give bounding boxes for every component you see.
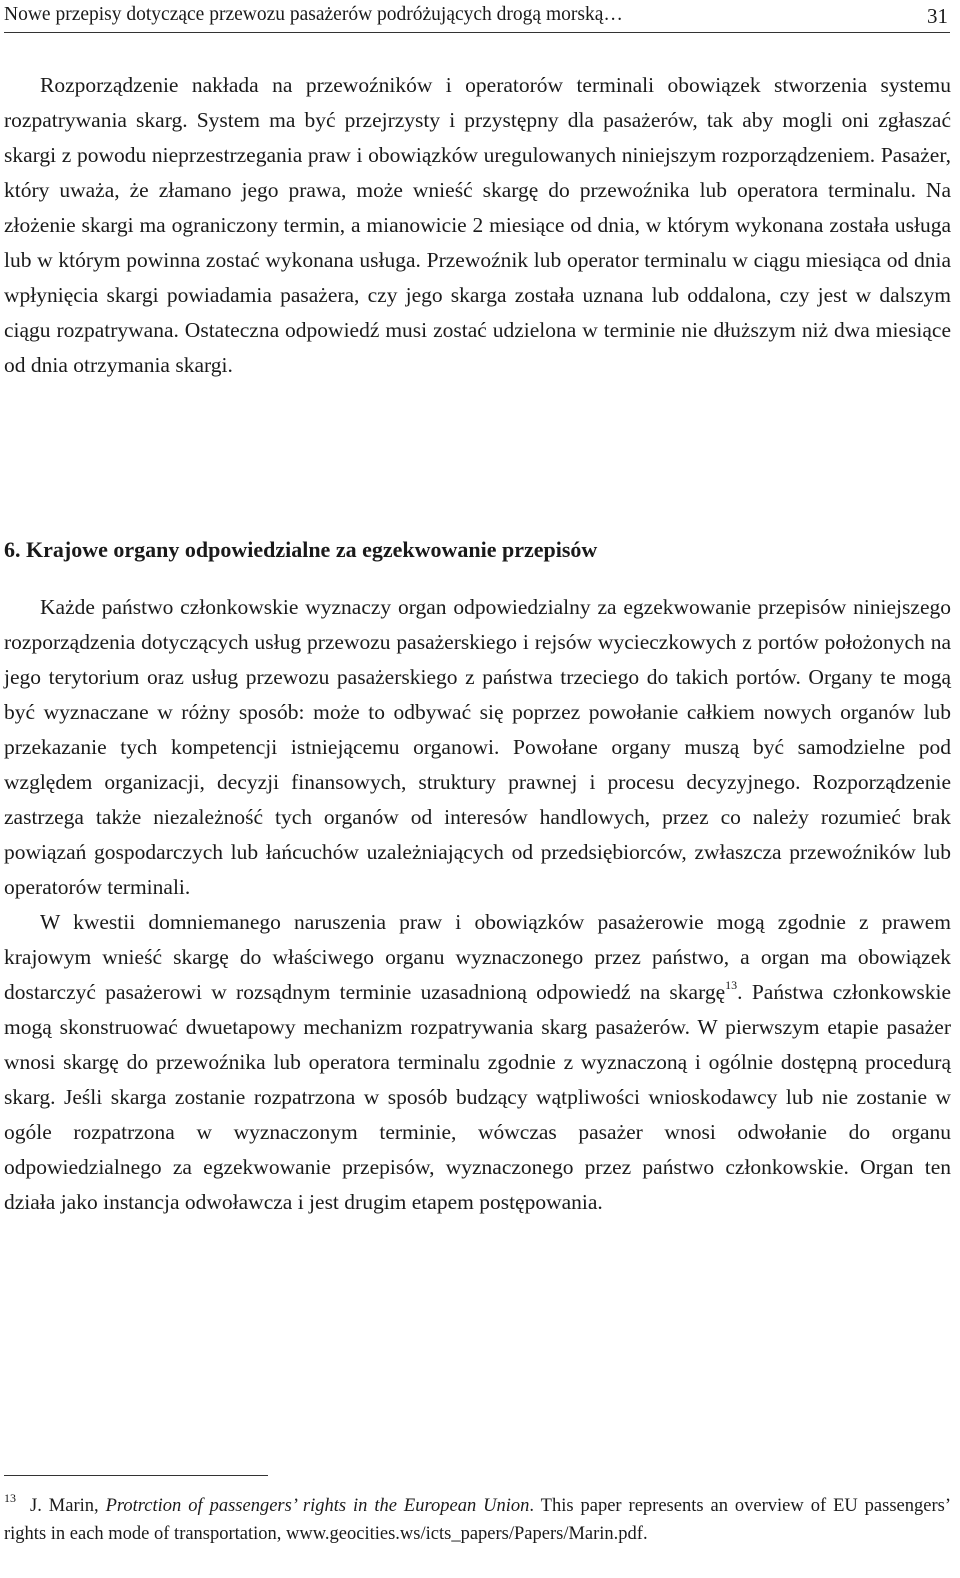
paragraph-text: . Państwa członkowskie mogą skonstruować dwuetapowy mechanizm rozpatrywania skarg pasażerów. W pierwszym etapie pasażer wnosi skargę do przewoźnika lub operatora terminalu zgodnie z wyznaczoną i ogólnie dostępną procedurą skarg. Jeśli skarga zostanie rozpatrzona w sposób budzący wątpliwości wnioskodawcy lub nie zostanie w ogóle rozpatrzona w wyznaczonym terminie, wówczas pasażer wnosi odwołanie do organu odpowiedzialnego za egzekwowanie przepisów, wyznaczonego przez państwo członkowskie. Organ ten działa jako instancja odwoławcza i jest drugim etapem postępowania.	[4, 980, 951, 1214]
paragraph-with-footnote-ref	[4, 905, 951, 1220]
page-number: 31	[927, 4, 948, 28]
footnote-text: . This paper represents an overview of EU passengers’ rights in each mode of transportation, www.geocities.ws/icts_papers/Papers/Marin.pdf.	[4, 1496, 951, 1544]
footnote-author: J. Marin,	[30, 1496, 106, 1516]
footnote-divider	[4, 1475, 268, 1476]
paragraph: Każde państwo członkowskie wyznaczy organ odpowiedzialny za egzekwowanie przepisów niniejszego rozporządzenia dotyczących usług przewozu pasażerskiego i rejsów wycieczkowych z portów położonych na jego terytorium oraz usług przewozu pasażerskiego z państwa trzeciego do takich portów. Organy te mogą być wyznaczane w różny sposób: może to odbywać się poprzez powołanie całkiem nowych organów lub przekazanie tych kompetencji istniejącemu organowi. Powołane organy muszą być samodzielne pod względem organizacji, decyzji finansowych, struktury prawnej i procesu decyzyjnego. Rozporządzenie zastrzega także niezależność tych organów od interesów handlowych, przez co należy rozumieć brak powiązań gospodarczych lub łańcuchów uzależniających od przedsiębiorców, zwłaszcza przewoźników lub operatorów terminali.	[4, 595, 951, 899]
intro-text	[4, 68, 951, 383]
footnote-reference[interactable]: 13	[725, 978, 738, 992]
paragraph: Rozporządzenie nakłada na przewoźników i operatorów terminali obowiązek stworzenia systemu rozpatrywania skarg. System ma być przejrzysty i przystępny dla pasażerów, tak aby mogli oni zgłaszać skargi z powodu nieprzestrzegania praw i obowiązków uregulowanych niniejszym rozporządzeniem. Pasażer, który uważa, że złamano jego prawa, może wnieść skargę do przewoźnika lub operatora terminalu. Na złożenie skargi ma ograniczony termin, a mianowicie 2 miesiące od dnia, w którym wykonana została usługa lub w którym powinna zostać wykonana usługa. Przewoźnik lub operator terminalu w ciągu miesiąca od dnia wpłynięcia skargi powiadamia pasażera, czy jego skarga została uznana lub oddalona, czy jest w dalszym ciągu rozpatrywana. Ostateczna odpowiedź musi zostać udzielona w terminie nie dłuższym niż dwa miesiące od dnia otrzymania skargi.	[4, 73, 951, 377]
running-head	[4, 4, 950, 33]
footnote-mark: 13	[4, 1491, 16, 1505]
footnote-title: Protrction of passengers’ rights in the European Union	[105, 1496, 530, 1516]
paragraph-text: W kwestii domniemanego naruszenia praw i obowiązków pasażerowie mogą zgodnie z prawem krajowym wnieść skargę do właściwego organu wyznaczonego przez państwo, a organ ma obowiązek dostarczyć pasażerowi w rozsądnym terminie uzasadnioną odpowiedź na skargę	[4, 910, 951, 1004]
footnote	[4, 1484, 951, 1548]
running-title: Nowe przepisy dotyczące przewozu pasażerów podróżujących drogą morską…	[4, 4, 623, 25]
section-heading: 6. Krajowe organy odpowiedzialne za egzekwowanie przepisów	[4, 537, 598, 562]
section-body	[4, 590, 951, 1220]
